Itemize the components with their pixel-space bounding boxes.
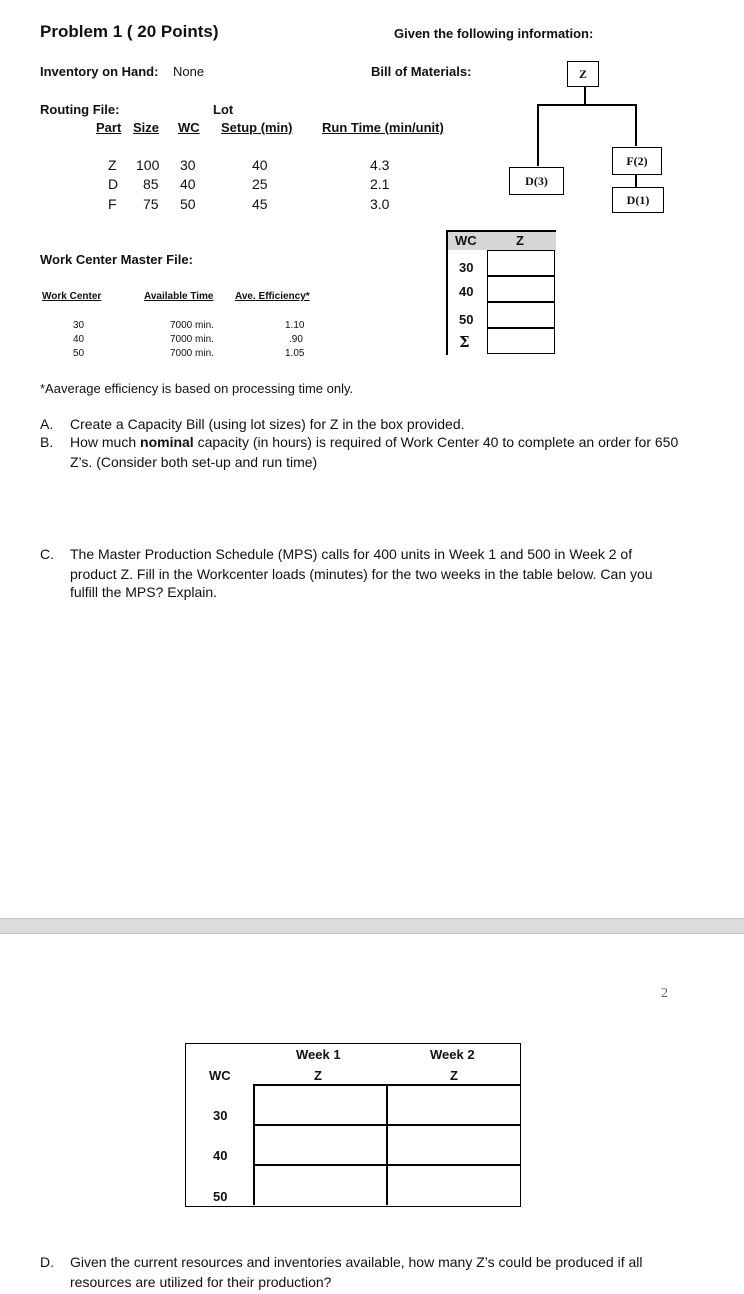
question-c-line2: product Z. Fill in the Workcenter loads (minutes) for the two weeks in the table below. Can you (70, 566, 653, 582)
wc-master-title: Work Center Master File: (40, 252, 193, 267)
capacity-bill-wc-50: 50 (459, 312, 474, 327)
routing-header-run: Run Time (min/unit) (322, 120, 444, 135)
wc-master-wc: 30 (73, 320, 85, 331)
wc-master-header-avail: Available Time (144, 291, 214, 302)
load-table-z1: Z (314, 1068, 322, 1083)
problem-title: Problem 1 ( 20 Points) (40, 22, 219, 41)
question-b-text-line2: Z’s. (Consider both set-up and run time) (70, 454, 318, 470)
capacity-bill-cell-30[interactable] (487, 250, 555, 276)
wc-master-eff: 1.05 (285, 348, 305, 359)
wc-master-eff: 1.10 (285, 320, 305, 331)
bom-node-d3: D(3) (509, 167, 564, 195)
wc-master-avail: 7000 min. (170, 320, 214, 331)
load-table-z2: Z (450, 1068, 458, 1083)
load-cell-40-week1[interactable] (255, 1126, 385, 1163)
bom-node-z: Z (567, 61, 599, 87)
routing-part: D (108, 176, 119, 192)
bom-node-f2: F(2) (612, 147, 662, 175)
capacity-bill-wc-30: 30 (459, 260, 474, 275)
routing-size: 75 (143, 196, 159, 212)
load-cell-30-week1[interactable] (255, 1086, 385, 1123)
routing-part: F (108, 196, 117, 212)
page-number: 2 (661, 986, 668, 1001)
capacity-bill-sum: Σ (459, 333, 470, 351)
routing-header-setup: Setup (min) (221, 120, 293, 135)
capacity-bill-cell-50[interactable] (487, 302, 555, 328)
load-table-wc-40: 40 (213, 1148, 228, 1163)
wc-master-wc: 40 (73, 334, 85, 345)
load-table-week1: Week 1 (296, 1047, 341, 1062)
question-d-line1: Given the current resources and inventories available, how many Z’s could be produced if all (70, 1254, 643, 1270)
routing-run: 4.3 (370, 157, 390, 173)
capacity-bill-header-wc: WC (455, 233, 477, 248)
question-b-letter: B. (40, 434, 54, 450)
question-a-letter: A. (40, 416, 54, 432)
question-c-line3: fulfill the MPS? Explain. (70, 584, 218, 600)
bom-connector (635, 174, 637, 187)
question-c-line1: The Master Production Schedule (MPS) calls for 400 units in Week 1 and 500 in Week 2 of (70, 546, 633, 562)
given-heading: Given the following information: (394, 26, 594, 41)
lot-label: Lot (213, 102, 234, 117)
question-d-letter: D. (40, 1254, 54, 1270)
capacity-bill-cell-sum[interactable] (487, 328, 555, 354)
page-break (0, 918, 744, 934)
load-cell-30-week2[interactable] (388, 1086, 518, 1123)
efficiency-footnote: *Aaverage efficiency is based on processing time only. (40, 381, 354, 396)
wc-master-header-eff: Ave. Efficiency* (235, 291, 310, 302)
routing-size: 85 (143, 176, 159, 192)
load-table-wc-50: 50 (213, 1189, 228, 1204)
wc-master-header-wc: Work Center (42, 291, 102, 302)
bom-connector (537, 104, 636, 106)
load-table-wc-30: 30 (213, 1108, 228, 1123)
routing-setup: 45 (252, 196, 268, 212)
routing-header-part: Part (96, 120, 122, 135)
question-b-text: How much nominal capacity (in hours) is required of Work Center 40 to complete an order for 650 (70, 434, 679, 450)
load-table-week2: Week 2 (430, 1047, 475, 1062)
load-cell-50-week1[interactable] (255, 1166, 385, 1203)
load-cell-40-week2[interactable] (388, 1126, 518, 1163)
capacity-bill-border (446, 230, 448, 355)
routing-header-size: Size (133, 120, 160, 135)
routing-size: 100 (136, 157, 160, 173)
bom-label: Bill of Materials: (371, 64, 472, 79)
capacity-bill-border (446, 230, 556, 232)
wc-master-avail: 7000 min. (170, 348, 214, 359)
capacity-bill-wc-40: 40 (459, 284, 474, 299)
routing-setup: 40 (252, 157, 268, 173)
load-table-wc-label: WC (209, 1068, 231, 1083)
nominal-emphasis: nominal (140, 434, 194, 450)
routing-header-wc: WC (178, 120, 200, 135)
wc-master-wc: 50 (73, 348, 85, 359)
capacity-bill-cell-40[interactable] (487, 276, 555, 302)
wc-master-avail: 7000 min. (170, 334, 214, 345)
routing-wc: 30 (180, 157, 196, 173)
routing-run: 3.0 (370, 196, 390, 212)
bom-connector (635, 104, 637, 146)
inventory-value: None (173, 64, 205, 79)
question-c-letter: C. (40, 546, 54, 562)
inventory-label: Inventory on Hand: (40, 64, 159, 79)
question-a-text: Create a Capacity Bill (using lot sizes) for Z in the box provided. (70, 416, 465, 432)
load-cell-50-week2[interactable] (388, 1166, 518, 1203)
question-d-line2: resources are utilized for their production? (70, 1274, 332, 1290)
routing-setup: 25 (252, 176, 268, 192)
wc-master-eff: .90 (289, 334, 303, 345)
routing-part: Z (108, 157, 117, 173)
routing-label: Routing File: (40, 102, 120, 117)
routing-run: 2.1 (370, 176, 390, 192)
routing-wc: 40 (180, 176, 196, 192)
capacity-bill-header-z: Z (516, 233, 524, 248)
routing-wc: 50 (180, 196, 196, 212)
bom-connector (537, 104, 539, 166)
bom-node-d1: D(1) (612, 187, 664, 213)
bom-connector (584, 87, 586, 105)
